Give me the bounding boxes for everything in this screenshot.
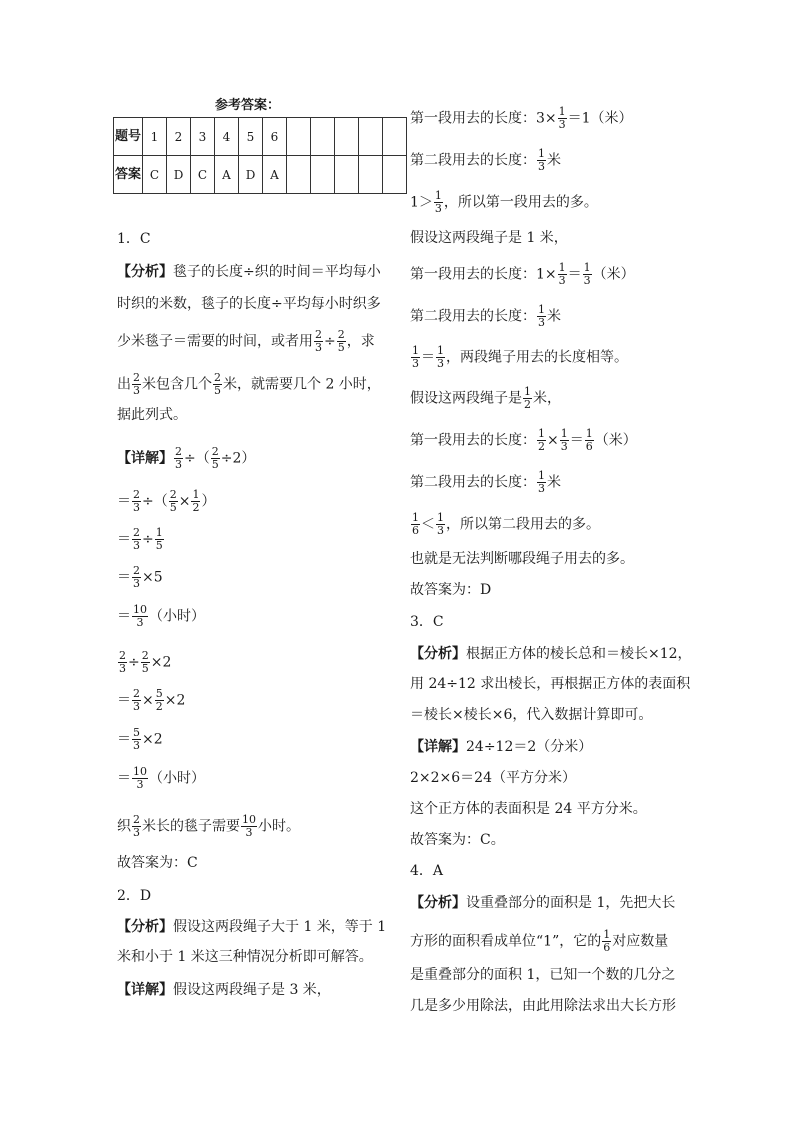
r-line11 xyxy=(410,512,600,537)
q2-analysis-line2: 米和小于 1 米这三种情况分析即可解答。 xyxy=(117,949,373,965)
answer-key-row-numbers xyxy=(114,118,407,156)
fraction: $\frac{1}{6}$ xyxy=(603,928,611,954)
fraction: $\frac{1}{3}$ xyxy=(412,344,419,370)
text: 24÷12＝2（分米） xyxy=(466,739,593,755)
q3-analysis-line2: 用 24÷12 求出棱长，再根据正方体的表面积 xyxy=(410,676,691,692)
text: ＝ xyxy=(569,432,584,449)
q1-analysis-line3 xyxy=(117,329,375,354)
text: ＝ xyxy=(117,531,131,548)
fraction: $\frac{1}{3}$ xyxy=(558,261,566,287)
text: 米包含几个 xyxy=(142,376,212,393)
table-cell xyxy=(383,156,407,194)
text: 米 xyxy=(547,474,561,491)
text: 米，就需要几个 2 小时， xyxy=(223,376,381,393)
fraction: $\frac{1}{2}$ xyxy=(524,385,531,411)
table-cell: 2 xyxy=(167,118,191,156)
fraction: $\frac{1}{6}$ xyxy=(585,427,593,453)
fraction: $\frac{2}{3}$ xyxy=(175,445,182,471)
fraction: $\frac{1}{3}$ xyxy=(560,427,568,453)
q2-answer: 2．D xyxy=(117,888,152,904)
table-cell xyxy=(359,118,383,156)
text: 第一段用去的长度：3× xyxy=(410,110,557,127)
text: 第二段用去的长度： xyxy=(410,474,536,491)
q1-detail-line4 xyxy=(117,565,163,590)
fraction: $\frac{1}{2}$ xyxy=(192,488,200,514)
fraction: $\frac{10}{3}$ xyxy=(133,603,147,629)
fraction: $\frac{5}{3}$ xyxy=(133,726,140,752)
table-cell: 6 xyxy=(263,118,287,156)
answer-key-row-answers xyxy=(114,156,407,194)
fraction: $\frac{1}{3}$ xyxy=(437,511,444,537)
text: （米） xyxy=(592,266,635,283)
text: × xyxy=(547,432,559,449)
text: × xyxy=(178,493,191,510)
text: ＝ xyxy=(117,692,131,709)
fraction: $\frac{1}{3}$ xyxy=(538,469,545,495)
text: ×5 xyxy=(142,569,163,586)
q1-answer: 1．C xyxy=(117,231,151,247)
fraction: $\frac{1}{6}$ xyxy=(412,511,419,537)
r-line6 xyxy=(410,304,561,329)
q1-final: 故答案为：C xyxy=(117,855,198,871)
fraction: $\frac{2}{3}$ xyxy=(133,371,140,397)
table-cell: A xyxy=(215,156,239,194)
text: 毯子的长度÷织的时间＝平均每小 xyxy=(173,264,381,280)
table-cell xyxy=(335,118,359,156)
analysis-tag: 【分析】 xyxy=(117,919,173,935)
fraction: $\frac{2}{3}$ xyxy=(133,564,140,590)
text: × xyxy=(142,692,154,709)
q1-detail-line8 xyxy=(117,727,163,752)
r-line2 xyxy=(410,148,561,173)
text: （米） xyxy=(594,432,637,449)
text: 米 xyxy=(547,152,561,169)
q1-analysis-line1 xyxy=(117,262,381,282)
fraction: $\frac{10}{3}$ xyxy=(133,765,147,791)
text: 出 xyxy=(117,376,131,393)
analysis-tag: 【分析】 xyxy=(117,264,173,280)
q2-analysis-line1 xyxy=(117,917,386,937)
fraction: $\frac{2}{3}$ xyxy=(133,687,140,713)
text: 第二段用去的长度： xyxy=(410,152,536,169)
fraction: $\frac{1}{3}$ xyxy=(583,261,591,287)
q3-detail-line1 xyxy=(410,737,592,757)
fraction: $\frac{1}{3}$ xyxy=(558,105,566,131)
fraction: $\frac{2}{5}$ xyxy=(211,445,219,471)
fraction: $\frac{2}{5}$ xyxy=(169,488,177,514)
text: 设重叠部分的面积是 1，先把大长 xyxy=(466,895,676,911)
text: ×2 xyxy=(150,654,172,671)
text: 第一段用去的长度： xyxy=(410,432,536,449)
text: （小时） xyxy=(149,608,205,625)
text: ÷2） xyxy=(220,450,256,467)
detail-tag: 【详解】 xyxy=(117,982,173,998)
q3-detail-line3: 这个正方体的表面积是 24 平方分米。 xyxy=(410,801,647,817)
text: ＝ xyxy=(117,493,131,510)
r-line10 xyxy=(410,470,561,495)
table-cell xyxy=(311,156,335,194)
q3-final: 故答案为：C。 xyxy=(410,832,505,848)
table-cell xyxy=(287,118,311,156)
q1-detail-line5 xyxy=(117,604,205,629)
text: ，两段绳子用去的长度相等。 xyxy=(446,349,628,366)
fraction: $\frac{10}{3}$ xyxy=(242,813,256,839)
r-line3 xyxy=(410,190,598,215)
table-cell xyxy=(335,156,359,194)
analysis-tag: 【分析】 xyxy=(410,646,466,662)
text: ÷ xyxy=(128,654,140,671)
text: ×2 xyxy=(142,731,163,748)
r-line13: 故答案为：D xyxy=(410,582,492,598)
fraction: $\frac{1}{5}$ xyxy=(155,526,163,552)
q2-detail-line1 xyxy=(117,980,331,1000)
text: 米长的毯子需要 xyxy=(142,818,240,835)
fraction: $\frac{1}{3}$ xyxy=(538,303,545,329)
fraction: $\frac{2}{3}$ xyxy=(133,813,140,839)
text: ＝ xyxy=(567,266,582,283)
table-cell: D xyxy=(167,156,191,194)
fraction: $\frac{1}{3}$ xyxy=(437,344,444,370)
table-cell xyxy=(311,118,335,156)
fraction: $\frac{2}{5}$ xyxy=(141,649,149,675)
fraction: $\frac{5}{2}$ xyxy=(155,687,163,713)
answer-key-table xyxy=(113,117,407,194)
table-cell: A xyxy=(263,156,287,194)
text: ＝ xyxy=(117,608,131,625)
text: 少米毯子＝需要的时间，或者用 xyxy=(117,333,313,350)
text: 根据正方体的棱长总和＝棱长×12， xyxy=(466,646,692,662)
fraction: $\frac{1}{3}$ xyxy=(538,147,545,173)
table-cell: D xyxy=(239,156,263,194)
r-line9 xyxy=(410,428,637,453)
table-cell xyxy=(383,118,407,156)
text: ＝1（米） xyxy=(567,110,633,127)
text: ×2 xyxy=(164,692,186,709)
q4-analysis-line2 xyxy=(410,929,668,954)
text: ，所以第一段用去的多。 xyxy=(443,194,598,211)
q1-analysis-line5: 据此列式。 xyxy=(117,407,187,423)
text: ＝ xyxy=(421,349,435,366)
table-cell: C xyxy=(143,156,167,194)
fraction: $\frac{2}{3}$ xyxy=(119,649,126,675)
q4-analysis-line4: 几是多少用除法，由此用除法求出大长方形 xyxy=(410,998,676,1014)
text: 1＞ xyxy=(410,194,433,211)
text: （小时） xyxy=(149,770,205,787)
text: ＝ xyxy=(117,731,131,748)
q1-detail-line9 xyxy=(117,766,205,791)
r-line5 xyxy=(410,262,635,287)
q4-analysis-line1 xyxy=(410,893,675,913)
text: ÷ xyxy=(324,333,336,350)
text: ÷ xyxy=(142,531,154,548)
r-line12: 也就是无法判断哪段绳子用去的多。 xyxy=(410,551,634,567)
text: 假设这两段绳子大于 1 米，等于 1 xyxy=(173,919,387,935)
q3-detail-line2: 2×2×6＝24（平方分米） xyxy=(410,770,576,786)
text: ，所以第二段用去的多。 xyxy=(446,516,600,533)
q3-analysis-line3: ＝棱长×棱长×6，代入数据计算即可。 xyxy=(410,707,653,723)
text: ÷（ xyxy=(184,450,210,467)
r-line8 xyxy=(410,386,561,411)
q1-detail-line1 xyxy=(117,446,255,471)
table-cell: C xyxy=(191,156,215,194)
text: ，求 xyxy=(346,333,375,350)
r-line4: 假设这两段绳子是 1 米， xyxy=(410,230,568,246)
text: ÷（ xyxy=(142,493,168,510)
answer-key-title: 参考答案： xyxy=(215,98,281,113)
fraction: $\frac{1}{3}$ xyxy=(434,189,442,215)
fraction: $\frac{2}{3}$ xyxy=(315,328,322,354)
q3-analysis-line1 xyxy=(410,644,692,664)
text: 假设这两段绳子是 3 米， xyxy=(173,982,331,998)
text: 第一段用去的长度：1× xyxy=(410,266,557,283)
table-cell: 5 xyxy=(239,118,263,156)
row-header-answers: 答案 xyxy=(114,156,143,194)
r-line7 xyxy=(410,345,628,370)
text: 第二段用去的长度： xyxy=(410,308,536,325)
text: 假设这两段绳子是 xyxy=(410,390,522,407)
q1-detail-line6 xyxy=(117,650,171,675)
fraction: $\frac{1}{2}$ xyxy=(538,427,545,453)
r-line1 xyxy=(410,106,633,131)
table-cell: 1 xyxy=(143,118,167,156)
q4-answer: 4．A xyxy=(410,863,444,879)
text: ＝ xyxy=(117,569,131,586)
q1-detail-line7 xyxy=(117,688,185,713)
fraction: $\frac{2}{3}$ xyxy=(133,526,140,552)
table-cell: 4 xyxy=(215,118,239,156)
text: 织 xyxy=(117,818,131,835)
table-cell: 3 xyxy=(191,118,215,156)
table-cell xyxy=(287,156,311,194)
q1-detail-line3 xyxy=(117,527,165,552)
q1-detail-line2 xyxy=(117,489,215,514)
analysis-tag: 【分析】 xyxy=(410,895,466,911)
detail-tag: 【详解】 xyxy=(410,739,466,755)
text: 对应数量 xyxy=(612,933,669,950)
text: 米 xyxy=(547,308,561,325)
q1-analysis-line4 xyxy=(117,372,381,397)
text: 小时。 xyxy=(258,818,300,835)
fraction: $\frac{2}{3}$ xyxy=(133,488,140,514)
detail-tag: 【详解】 xyxy=(117,450,173,467)
q3-answer: 3．C xyxy=(410,614,444,630)
row-header-numbers: 题号 xyxy=(114,118,143,156)
table-cell xyxy=(359,156,383,194)
text: ＜ xyxy=(421,516,435,533)
fraction: $\frac{2}{5}$ xyxy=(337,328,345,354)
text: 米， xyxy=(533,390,561,407)
fraction: $\frac{2}{5}$ xyxy=(214,371,221,397)
text: 方形的面积看成单位“1”，它的 xyxy=(410,933,602,950)
q4-analysis-line3: 是重叠部分的面积 1，已知一个数的几分之 xyxy=(410,967,676,983)
text: ＝ xyxy=(117,770,131,787)
q1-conclusion xyxy=(117,814,300,839)
text: ） xyxy=(201,493,216,510)
q1-analysis-line2: 时织的米数，毯子的长度÷平均每小时织多 xyxy=(117,296,381,312)
